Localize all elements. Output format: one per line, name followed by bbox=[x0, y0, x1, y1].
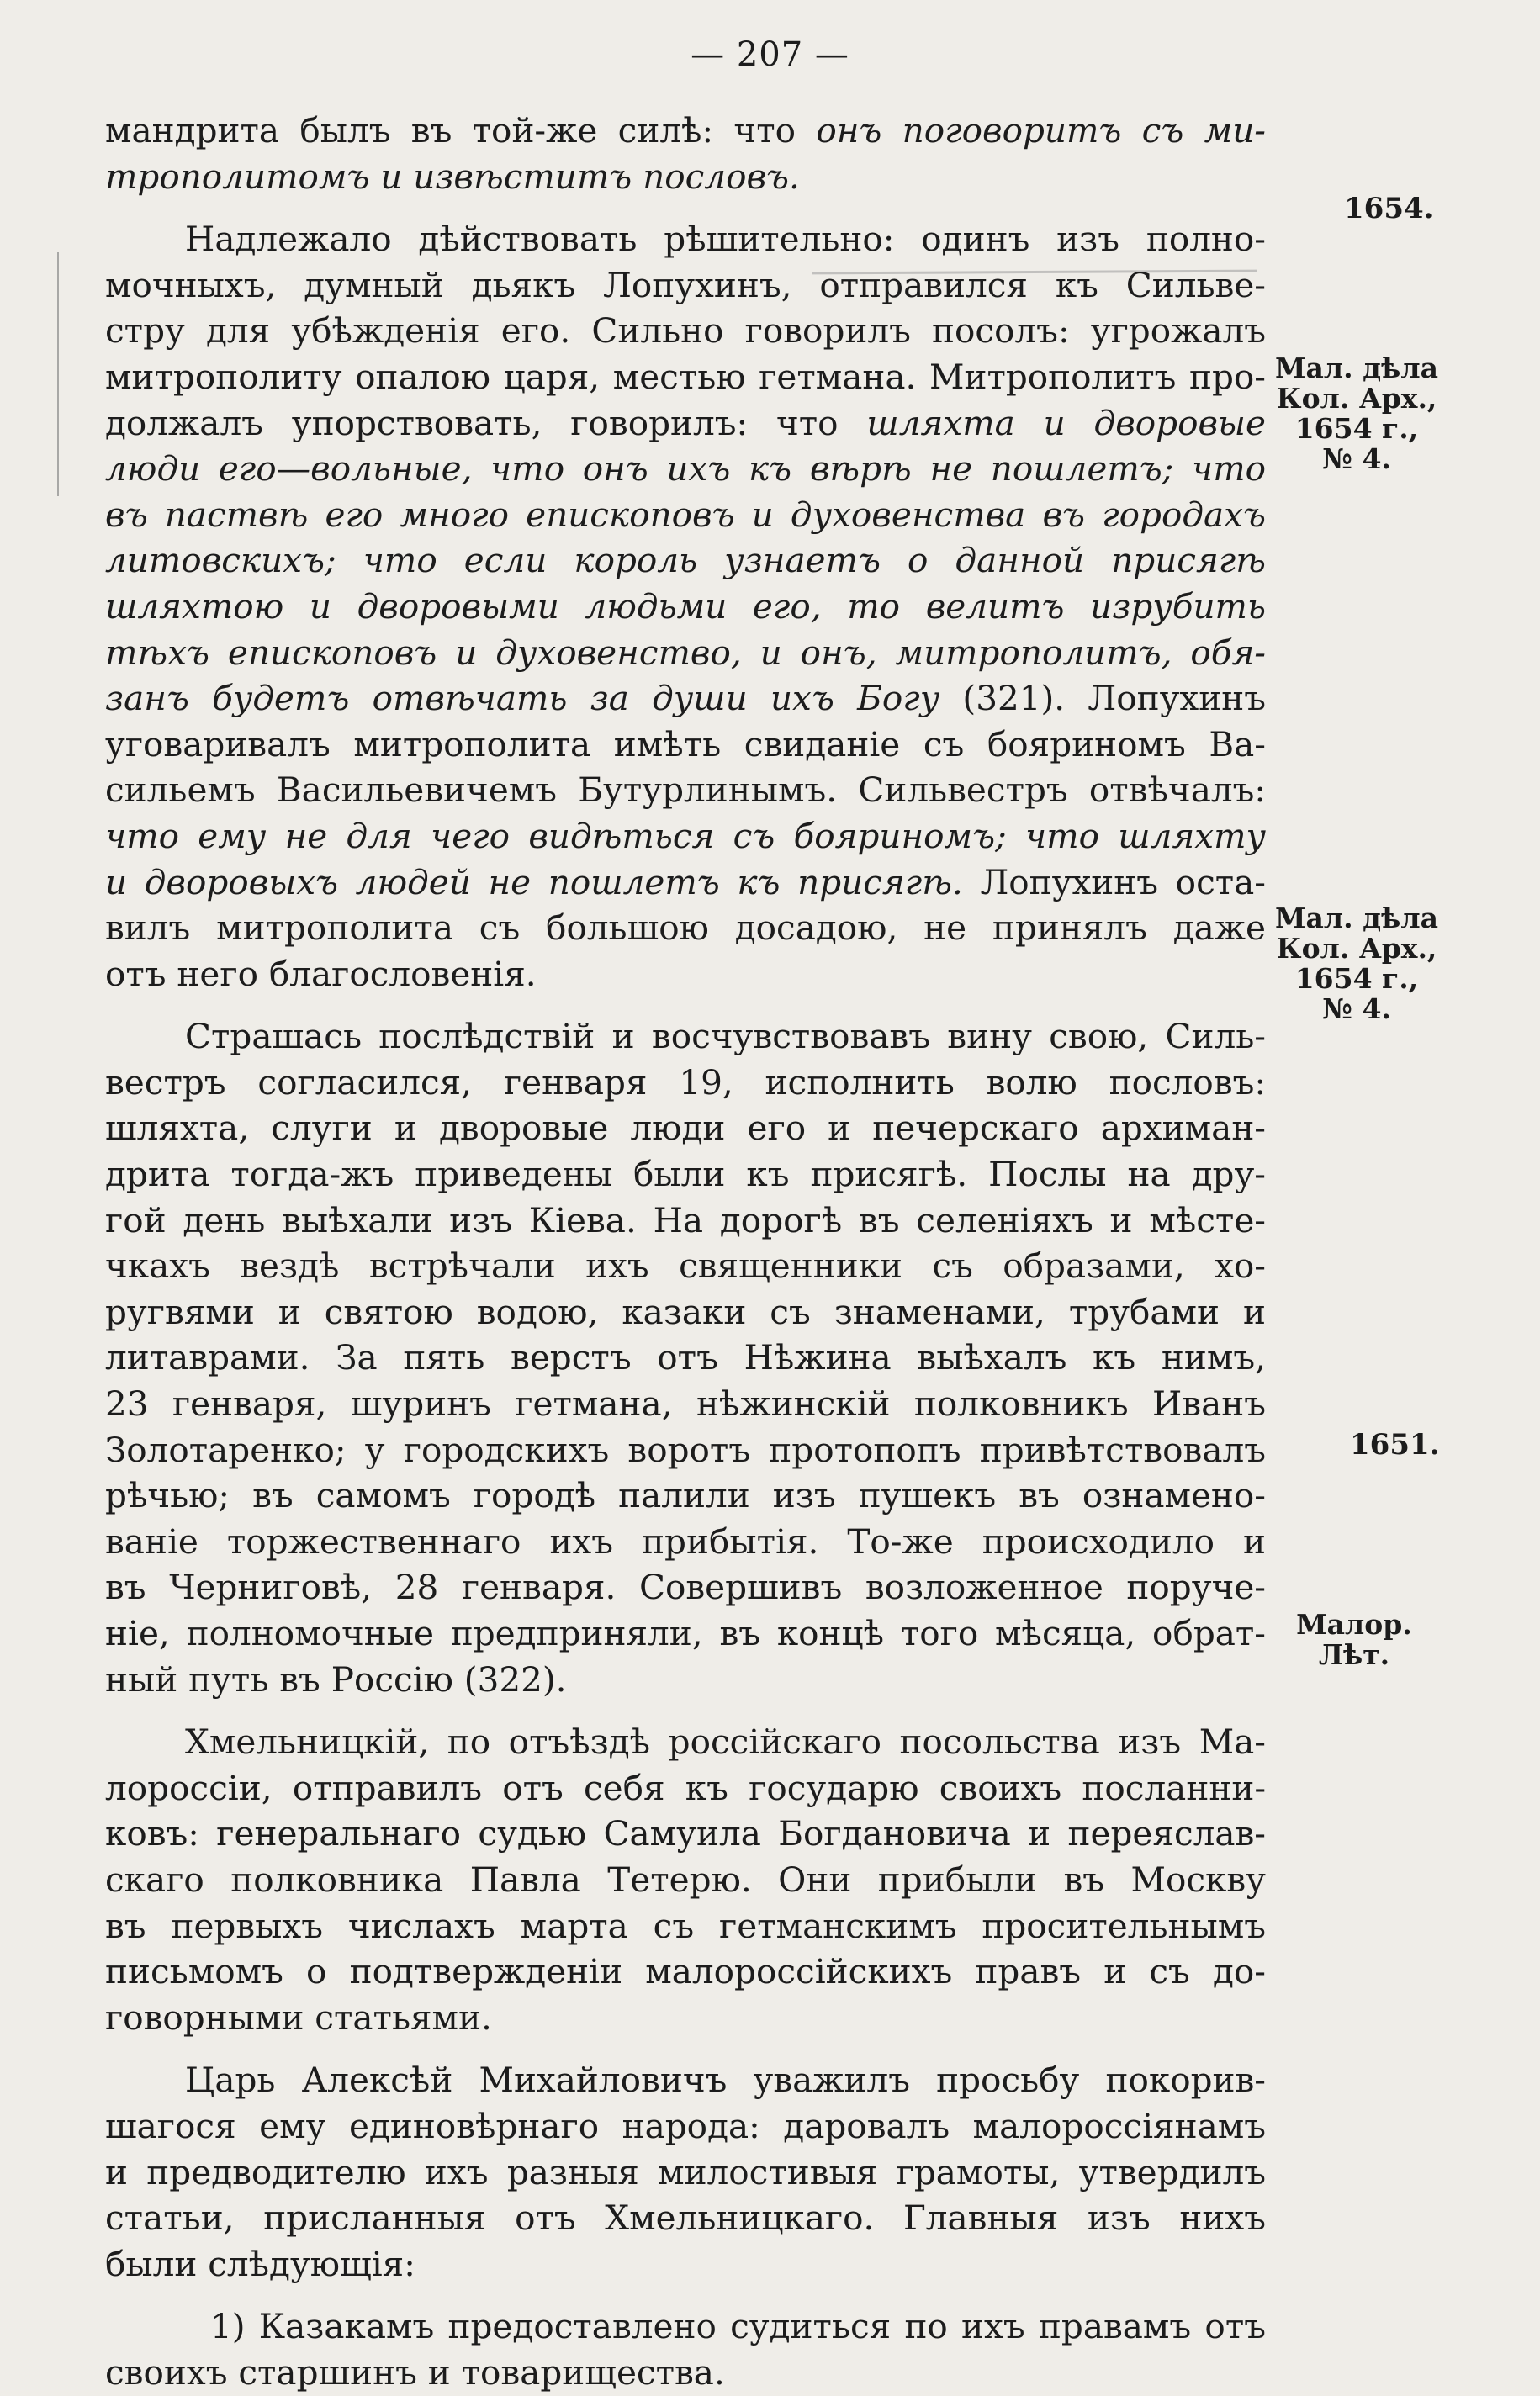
text-run: скаго полковника Павла Тетерю. Они прибыли въ Москву bbox=[105, 1859, 1266, 1900]
margin-note-line: Мал. дѣла bbox=[1274, 352, 1438, 384]
margin-note-line: Малор. bbox=[1296, 1608, 1412, 1641]
italic-text-run: и дворовыхъ людей не пошлетъ къ присягѣ. bbox=[105, 861, 963, 902]
italic-text-run: тѣхъ епископовъ и духовенство, и онъ, митрополитъ, обя- bbox=[105, 632, 1266, 673]
text-line bbox=[105, 1427, 1266, 1473]
text-line bbox=[105, 1857, 1266, 1903]
text-line bbox=[105, 1564, 1266, 1611]
margin-note-line: Кол. Арх., bbox=[1276, 382, 1437, 415]
text-run: ковъ: генеральнаго судью Самуила Богдановича и переяслав- bbox=[105, 1813, 1266, 1854]
text-line bbox=[105, 308, 1266, 354]
text-line bbox=[105, 1243, 1266, 1289]
paragraph bbox=[105, 2303, 1266, 2395]
text-run: литаврами. За пять верстъ отъ Нѣжина выѣхалъ къ нимъ, bbox=[105, 1337, 1266, 1378]
text-run: письмомъ о подтвержденіи малороссійскихъ правъ и съ до- bbox=[105, 1951, 1266, 1992]
text-run: Царь Алексѣй Михайловичъ уважилъ просьбу покорив- bbox=[185, 2060, 1266, 2101]
text-run: 1) Казакамъ предоставлено судиться по ихъ правамъ отъ bbox=[210, 2306, 1266, 2347]
paragraph bbox=[105, 1013, 1266, 1702]
italic-text-run: занъ будетъ отвѣчать за души ихъ Богу bbox=[105, 678, 940, 719]
text-line bbox=[105, 2350, 1266, 2396]
text-run: мандрита былъ въ той-же силѣ: что bbox=[105, 110, 817, 151]
text-line bbox=[105, 675, 1266, 722]
text-line bbox=[105, 2103, 1266, 2150]
text-run: и предводителю ихъ разныя милостивыя грамоты, утвердилъ bbox=[105, 2151, 1266, 2192]
margin-note-line: 1654 г., bbox=[1294, 962, 1419, 995]
text-line bbox=[105, 813, 1266, 859]
text-run: ругвями и святою водою, казаки съ знаменами, трубами и bbox=[105, 1291, 1266, 1332]
margin-year-1651: 1651. bbox=[1350, 1428, 1440, 1462]
text-line bbox=[105, 905, 1266, 951]
text-line bbox=[105, 2241, 1266, 2288]
text-run: стру для убѣжденія его. Сильно говорилъ посолъ: угрожалъ bbox=[105, 310, 1266, 352]
text-run: ный путь въ Россію (322). bbox=[105, 1658, 567, 1700]
text-line bbox=[105, 400, 1266, 447]
text-line bbox=[105, 1903, 1266, 1949]
italic-text-run: люди его—вольные, что онъ ихъ къ вѣрѣ не пошлетъ; что bbox=[105, 448, 1266, 489]
body-text bbox=[105, 108, 1266, 2396]
text-line bbox=[105, 492, 1266, 538]
paragraph-gap bbox=[105, 1702, 1266, 1719]
margin-note-line: Кол. Арх., bbox=[1276, 932, 1437, 965]
text-line bbox=[105, 1060, 1266, 1106]
paragraph-gap bbox=[105, 199, 1266, 216]
margin-year-1654: 1654. bbox=[1344, 192, 1434, 225]
italic-text-run: онъ поговоритъ съ ми- bbox=[816, 110, 1266, 151]
text-line bbox=[105, 108, 1266, 154]
text-line bbox=[105, 1105, 1266, 1151]
text-line bbox=[105, 2057, 1266, 2103]
text-line bbox=[105, 2303, 1266, 2350]
text-line bbox=[105, 1995, 1266, 2041]
text-run: ніе, полномочные предприняли, въ концѣ того мѣсяца, обрат- bbox=[105, 1613, 1266, 1653]
paragraph-gap bbox=[105, 2040, 1266, 2057]
italic-text-run: въ паствѣ его много епископовъ и духовенства въ городахъ bbox=[105, 494, 1266, 535]
text-line bbox=[105, 1657, 1266, 1703]
text-run: лороссіи, отправилъ отъ себя къ государю своихъ посланни- bbox=[105, 1767, 1266, 1808]
margin-note-archive-2 bbox=[1268, 903, 1445, 1024]
text-line bbox=[105, 537, 1266, 584]
text-line bbox=[105, 1811, 1266, 1857]
margin-note-chronicle bbox=[1287, 1610, 1421, 1670]
paragraph bbox=[105, 216, 1266, 997]
text-line bbox=[105, 2150, 1266, 2196]
page-number: — 207 — bbox=[691, 35, 849, 74]
paragraph bbox=[105, 108, 1266, 199]
pencil-margin-mark bbox=[57, 252, 64, 496]
text-run: митрополиту опалою царя, местью гетмана. Митрополитъ про- bbox=[105, 356, 1266, 397]
margin-note-line: № 4. bbox=[1322, 992, 1391, 1025]
text-line bbox=[105, 951, 1266, 997]
text-run: вестръ согласился, генваря 19, исполнить волю пословъ: bbox=[105, 1061, 1266, 1103]
text-line bbox=[105, 767, 1266, 813]
paragraph bbox=[105, 2057, 1266, 2287]
paragraph-gap bbox=[105, 2287, 1266, 2303]
paragraph-gap bbox=[105, 997, 1266, 1013]
text-run: въ Черниговѣ, 28 генваря. Совершивъ возложенное поруче- bbox=[105, 1567, 1266, 1608]
text-run: гой день выѣхали изъ Кіева. На дорогѣ въ селеніяхъ и мѣсте- bbox=[105, 1199, 1266, 1240]
text-line bbox=[105, 216, 1266, 262]
text-run: сильемъ Васильевичемъ Бутурлинымъ. Сильвестръ отвѣчалъ: bbox=[105, 770, 1266, 811]
text-run: Хмельницкій, по отъѣздѣ россійскаго посольства изъ Ма- bbox=[185, 1722, 1266, 1763]
text-run: въ первыхъ числахъ марта съ гетманскимъ просительнымъ bbox=[105, 1905, 1266, 1946]
text-line bbox=[105, 1335, 1266, 1381]
text-run: уговаривалъ митрополита имѣть свиданіе съ бояриномъ Ва- bbox=[105, 723, 1266, 764]
text-line bbox=[105, 630, 1266, 676]
text-line bbox=[105, 1611, 1266, 1657]
text-run: дрита тогда-жъ приведены были къ присягѣ. Послы на дру- bbox=[105, 1154, 1266, 1195]
text-line bbox=[105, 154, 1266, 200]
text-line bbox=[105, 1719, 1266, 1765]
text-run: говорными статьями. bbox=[105, 1997, 492, 2038]
italic-text-run: шляхтою и дворовыми людьми его, то велитъ изрубить bbox=[105, 585, 1266, 627]
text-run: шагося ему единовѣрнаго народа: даровалъ малороссіянамъ bbox=[105, 2105, 1266, 2146]
text-run: рѣчью; въ самомъ городѣ палили изъ пушекъ въ ознамено- bbox=[105, 1475, 1266, 1516]
paragraph bbox=[105, 1719, 1266, 2040]
text-line bbox=[105, 1289, 1266, 1336]
text-line bbox=[105, 1949, 1266, 1995]
text-run: мочныхъ, думный дьякъ Лопухинъ, отправился къ Сильве- bbox=[105, 264, 1266, 305]
text-line bbox=[105, 1013, 1266, 1060]
text-line bbox=[105, 722, 1266, 768]
text-line bbox=[105, 1381, 1266, 1427]
text-run: Лопухинъ оста- bbox=[962, 861, 1266, 902]
text-run: Страшась послѣдствій и восчувствовавъ вину свою, Силь- bbox=[185, 1016, 1266, 1057]
text-line bbox=[105, 584, 1266, 630]
text-run: Золотаренко; у городскихъ воротъ протопопъ привѣтствовалъ bbox=[105, 1429, 1266, 1470]
text-line bbox=[105, 354, 1266, 400]
text-line bbox=[105, 446, 1266, 492]
margin-note-line: № 4. bbox=[1322, 442, 1391, 475]
italic-text-run: шляхта и дворовые bbox=[866, 402, 1266, 443]
text-run: отъ него благословенія. bbox=[105, 953, 537, 994]
text-run: шляхта, слуги и дворовые люди его и печерскаго архиман- bbox=[105, 1108, 1266, 1149]
text-run: чкахъ вездѣ встрѣчали ихъ священники съ образами, хо- bbox=[105, 1246, 1266, 1287]
margin-note-line: Мал. дѣла bbox=[1274, 902, 1438, 934]
text-run: были слѣдующія: bbox=[105, 2243, 415, 2284]
text-line bbox=[105, 1198, 1266, 1244]
margin-note-line: Лѣт. bbox=[1318, 1638, 1390, 1671]
text-run: ваніе торжественнаго ихъ прибытія. То-же происходило и bbox=[105, 1521, 1266, 1562]
text-run: (321). Лопухинъ bbox=[939, 678, 1266, 719]
margin-note-archive-1 bbox=[1268, 353, 1445, 474]
text-run: своихъ старшинъ и товарищества. bbox=[105, 2351, 725, 2393]
italic-text-run: что ему не для чего видѣться съ бояриномъ; что шляхту bbox=[105, 815, 1266, 856]
margin-note-line: 1654 г., bbox=[1294, 412, 1419, 445]
text-line bbox=[105, 1519, 1266, 1565]
text-line bbox=[105, 262, 1266, 309]
text-line bbox=[105, 1473, 1266, 1519]
text-run: статьи, присланныя отъ Хмельницкаго. Главныя изъ нихъ bbox=[105, 2198, 1266, 2239]
text-run: вилъ митрополита съ большою досадою, не принялъ даже bbox=[105, 907, 1266, 949]
text-run: должалъ упорствовать, говорилъ: что bbox=[105, 402, 867, 443]
text-run: 23 генваря, шуринъ гетмана, нѣжинскій полковникъ Иванъ bbox=[105, 1383, 1266, 1425]
text-line bbox=[105, 1765, 1266, 1812]
text-line bbox=[105, 859, 1266, 906]
text-run: Надлежало дѣйствовать рѣшительно: одинъ изъ полно- bbox=[185, 219, 1266, 260]
italic-text-run: литовскихъ; что если король узнаетъ о данной присягѣ bbox=[105, 540, 1266, 581]
italic-text-run: трополитомъ и извѣститъ пословъ. bbox=[105, 156, 800, 197]
text-line bbox=[105, 1151, 1266, 1198]
